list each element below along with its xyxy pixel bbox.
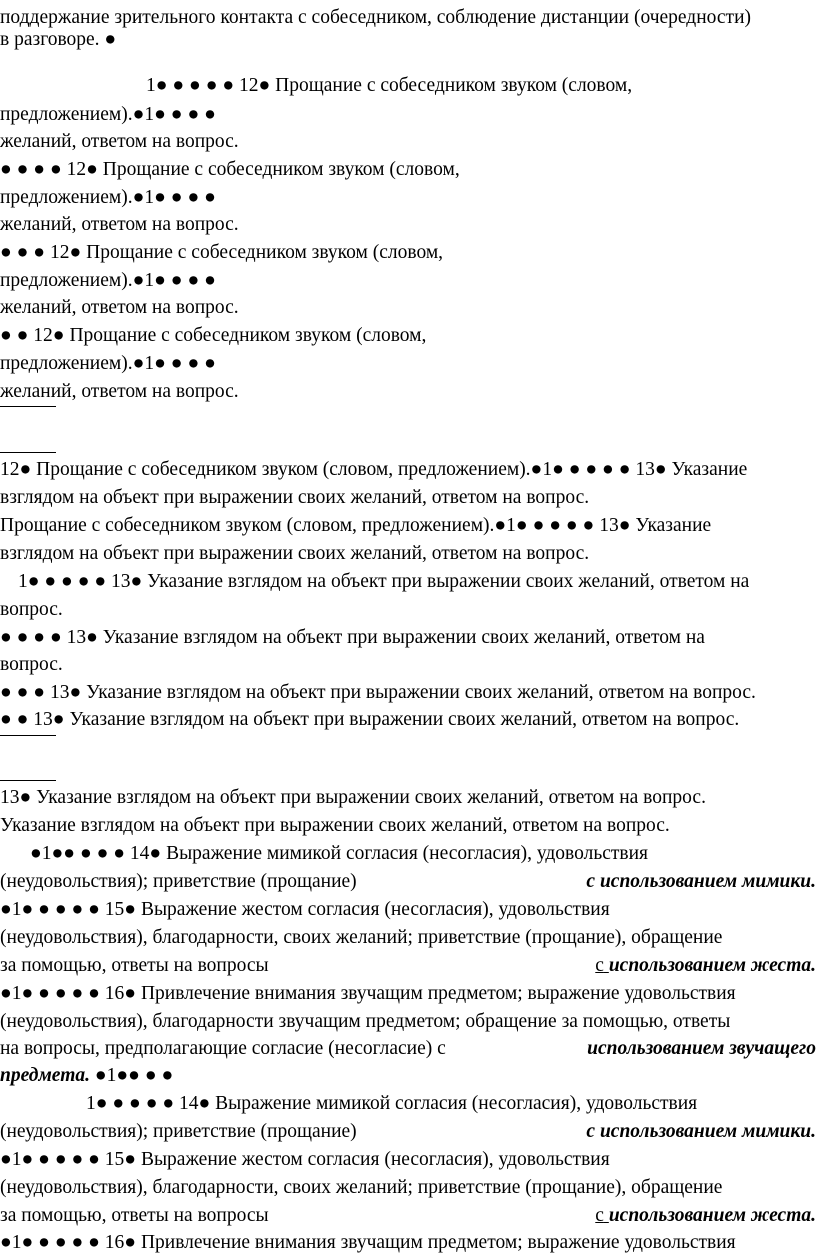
text-line: желаний, ответом на вопрос. bbox=[0, 214, 239, 235]
emphasis-text: использованием жеста. bbox=[608, 1205, 816, 1226]
text-line: желаний, ответом на вопрос. bbox=[0, 131, 239, 152]
text-line bbox=[0, 1118, 816, 1146]
text-line: 1● ● ● ● ● 14● Выражение мимикой согласия (несогласия), удовольствия bbox=[86, 1093, 698, 1114]
text-line: (неудовольствия), благодарности звучащим предметом; обращение за помощью, ответы bbox=[0, 1011, 731, 1032]
text-run: на вопросы, предполагающие согласие (несогласие) с bbox=[0, 1038, 446, 1059]
text-line: вопрос. bbox=[0, 599, 63, 620]
emphasis-text: с использованием мимики. bbox=[586, 1121, 816, 1142]
text-run: ●1●● ● ● bbox=[94, 1065, 174, 1086]
text-line: ● ● 12● Прощание с собеседником звуком (словом, bbox=[0, 325, 427, 346]
text-line: предложением).●1● ● ● ● bbox=[0, 270, 216, 291]
text-run: за помощью, ответы на вопросы bbox=[0, 955, 269, 976]
text-line: ● ● ● 13● Указание взглядом на объект при выражении своих желаний, ответом на вопрос. bbox=[0, 682, 756, 703]
text-line: предложением).●1● ● ● ● bbox=[0, 353, 216, 374]
text-line: ● ● ● ● 13● Указание взглядом на объект при выражении своих желаний, ответом на bbox=[0, 627, 705, 648]
text-line: желаний, ответом на вопрос. bbox=[0, 381, 239, 402]
text-line: 12● Прощание с собеседником звуком (словом, предложением).●1● ● ● ● ● 13● Указание bbox=[0, 459, 748, 480]
text-line: (неудовольствия), благодарности, своих желаний; приветствие (прощание), обращение bbox=[0, 1177, 723, 1198]
emphasis-text: с использованием мимики. bbox=[586, 871, 816, 892]
text-line: Указание взглядом на объект при выражении своих желаний, ответом на вопрос. bbox=[0, 815, 670, 836]
text-run: за помощью, ответы на вопросы bbox=[0, 1205, 269, 1226]
text-line: предложением).●1● ● ● ● bbox=[0, 187, 216, 208]
text-line bbox=[0, 868, 816, 896]
separator-rule bbox=[0, 452, 56, 453]
text-line bbox=[0, 1202, 816, 1230]
text-line bbox=[0, 1035, 816, 1063]
text-line: ●1● ● ● ● ● 16● Привлечение внимания звучащим предметом; выражение удовольствия bbox=[0, 1232, 736, 1253]
emphasis-text: использованием звучащего bbox=[587, 1038, 816, 1059]
text-line: ● ● ● ● 12● Прощание с собеседником звуком (словом, bbox=[0, 159, 460, 180]
emphasis-text: использованием жеста. bbox=[608, 955, 816, 976]
underlined-text: с bbox=[595, 955, 604, 976]
text-line: ●1● ● ● ● ● 16● Привлечение внимания звучащим предметом; выражение удовольствия bbox=[0, 983, 736, 1004]
text-line: 1● ● ● ● ● 13● Указание взглядом на объект при выражении своих желаний, ответом на bbox=[18, 571, 750, 592]
separator-rule bbox=[0, 735, 56, 736]
text-line: поддержание зрительного контакта с собеседником, соблюдение дистанции (очередности) bbox=[0, 7, 751, 28]
text-line: ●1● ● ● ● ● 15● Выражение жестом согласия (несогласия), удовольствия bbox=[0, 1149, 610, 1170]
text-run: (неудовольствия); приветствие (прощание) bbox=[0, 1121, 357, 1142]
text-run: (неудовольствия); приветствие (прощание) bbox=[0, 871, 357, 892]
text-line: взглядом на объект при выражении своих желаний, ответом на вопрос. bbox=[0, 543, 590, 564]
emphasis-text: предмета. bbox=[0, 1065, 90, 1086]
text-line: ●1● ● ● ● ● 15● Выражение жестом согласия (несогласия), удовольствия bbox=[0, 899, 610, 920]
separator-rule bbox=[0, 406, 56, 407]
text-line: 1● ● ● ● ● 12● Прощание с собеседником звуком (словом, bbox=[146, 75, 633, 96]
text-line: Прощание с собеседником звуком (словом, предложением).●1● ● ● ● ● 13● Указание bbox=[0, 515, 712, 536]
text-line: взглядом на объект при выражении своих желаний, ответом на вопрос. bbox=[0, 487, 590, 508]
text-line: ●1●● ● ● ● 14● Выражение мимикой согласия (несогласия), удовольствия bbox=[30, 843, 649, 864]
underlined-text: с bbox=[595, 1205, 604, 1226]
text-run bbox=[595, 952, 816, 980]
text-line: в разговоре. ● bbox=[0, 29, 117, 50]
text-line: (неудовольствия), благодарности, своих желаний; приветствие (прощание), обращение bbox=[0, 927, 723, 948]
text-line: ● ● ● 12● Прощание с собеседником звуком (словом, bbox=[0, 242, 444, 263]
text-line bbox=[0, 1062, 816, 1090]
text-line: 13● Указание взглядом на объект при выражении своих желаний, ответом на вопрос. bbox=[0, 787, 706, 808]
text-run bbox=[595, 1202, 816, 1230]
text-line: желаний, ответом на вопрос. bbox=[0, 297, 239, 318]
text-line bbox=[0, 952, 816, 980]
text-line: вопрос. bbox=[0, 654, 63, 675]
text-line: ● ● 13● Указание взглядом на объект при выражении своих желаний, ответом на вопрос. bbox=[0, 709, 740, 730]
text-line: предложением).●1● ● ● ● bbox=[0, 104, 216, 125]
separator-rule bbox=[0, 780, 56, 781]
